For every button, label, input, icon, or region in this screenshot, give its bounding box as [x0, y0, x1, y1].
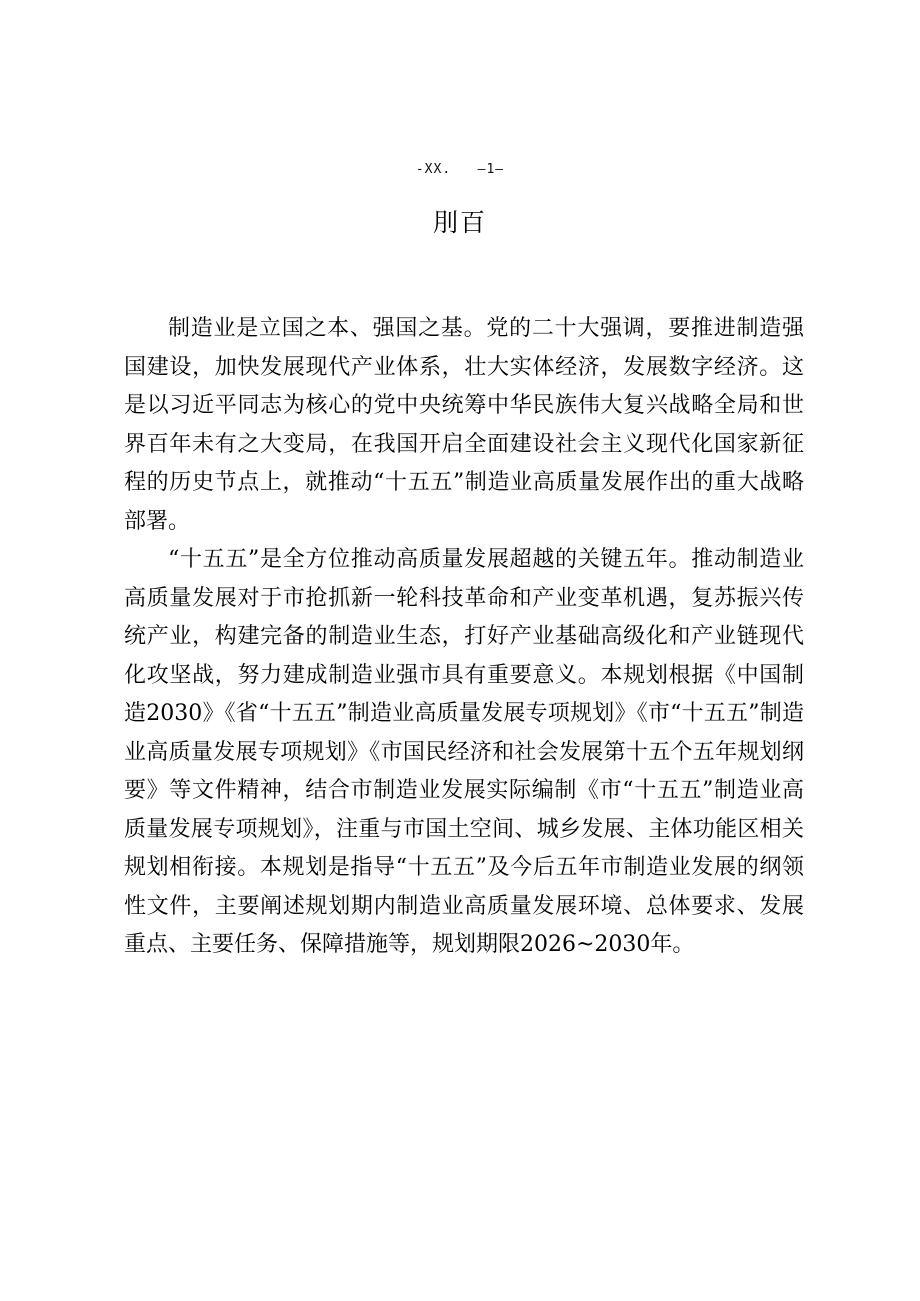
paragraph: “十五五”是全方位推动高质量发展超越的关键五年。推动制造业高质量发展对于市抢抓新一轮科技革命和产业变革机遇，复苏振兴传统产业，构建完备的制造业生态，打好产业基础高级化和产业链现代化攻坚战，努力建成制造业强市具有重要意义。本规划根据《中国制造2030》《省“十五五”制造业高质量发展专项规划》《市“十五五”制造业高质量发展专项规划》《市国民经济和社会发展第十五个五年规划纲要》等文件精神，结合市制造业发展实际编制《市“十五五”制造业高质量发展专项规划》，注重与市国土空间、城乡发展、主体功能区相关规划相衔接。本规划是指导“十五五”及今后五年市制造业发展的纲领性文件，主要阐述规划期内制造业高质量发展环境、总体要求、发展重点、主要任务、保障措施等，规划期限2026~2030年。 — [124, 547, 804, 957]
paragraph: 制造业是立国之本、强国之基。党的二十大强调，要推进制造强国建设，加快发展现代产业体系，壮大实体经济，发展数字经济。这是以习近平同志为核心的党中央统筹中华民族伟大复兴战略全局和世界百年未有之大变局，在我国开启全面建设社会主义现代化国家新征程的历史节点上，就推动“十五五”制造业高质量发展作出的重大战略部署。 — [124, 316, 804, 534]
page-header-mark: -XX. —1— — [415, 162, 505, 177]
body-text — [124, 310, 804, 965]
page-title: 刖百 — [432, 207, 487, 237]
